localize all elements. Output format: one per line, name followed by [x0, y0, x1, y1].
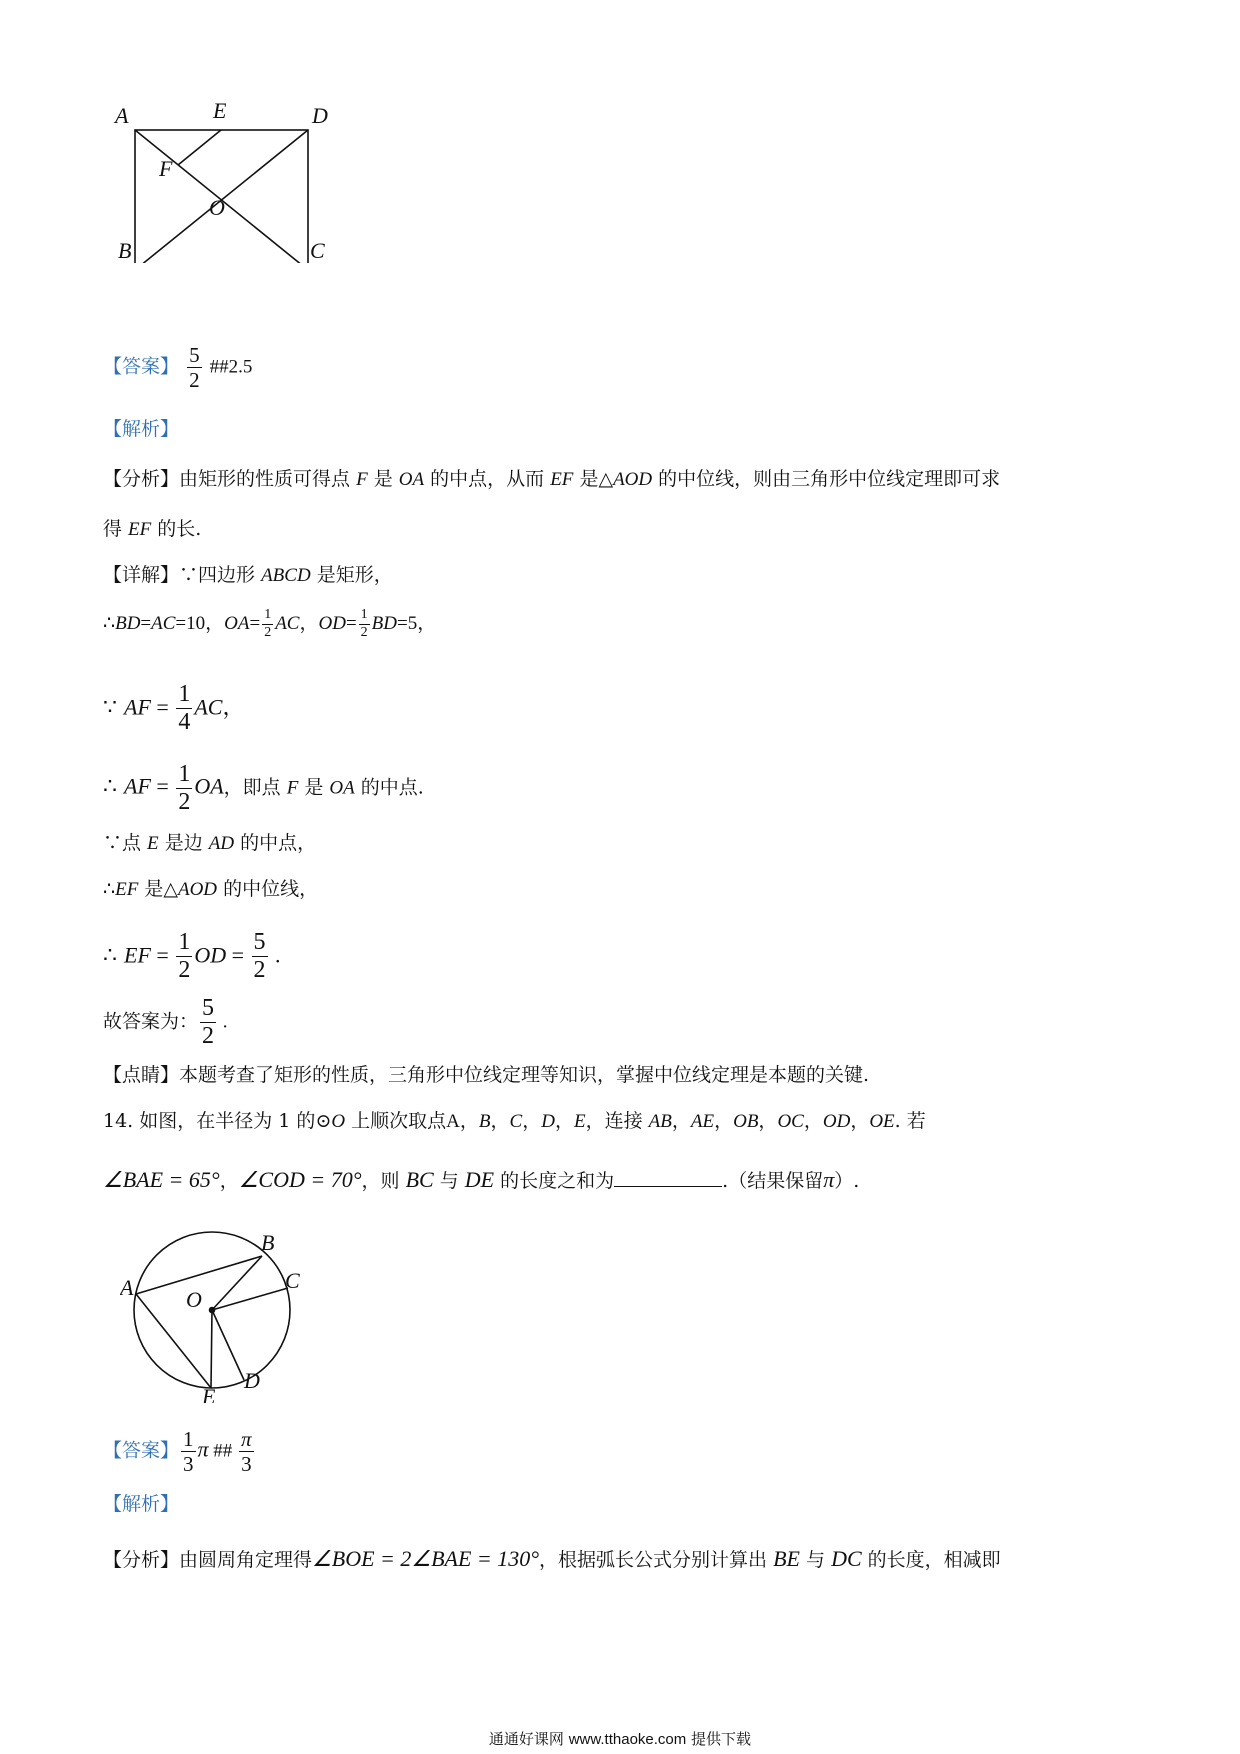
detail-line-3: ∵ AF = $\frac{1}{4}$ AC， — [103, 681, 245, 736]
analysis-tag: 【分析】 — [103, 468, 180, 490]
q14-line-1: 14. 如图，在半径为 1 的⊙O 上顺次取点A，B，C，D，E，连接 AB，AE，OB，OC，OD，OE. 若 — [103, 1110, 926, 1132]
q14-analysis-line: 【分析】由圆周角定理得∠BOE = 2∠BAE = 130°，根据弧长公式分别计算出 BE 与 DC 的长度，相减即 — [103, 1546, 1001, 1571]
fraction-half: $\frac{1}{2}$ — [178, 761, 191, 816]
analysis-line-2: 得 EF 的长. — [103, 518, 202, 540]
center-dot — [210, 1308, 215, 1313]
label-a: A — [120, 1275, 134, 1300]
detail-line-7: ∴ EF = $\frac{1}{2}$ OD = $\frac{5}{2}$ . — [103, 929, 281, 984]
answer-tag: 【答案】 — [103, 1439, 180, 1462]
label-b: B — [261, 1230, 275, 1255]
answer-fraction-third: $\frac{1}{3}$ — [183, 1427, 194, 1477]
answer-blank — [614, 1168, 722, 1187]
label-d: D — [312, 103, 328, 128]
segment-ef — [178, 130, 221, 165]
fraction-half: $\frac{1}{2}$ — [360, 607, 368, 640]
q14-jiexi-tag: 【解析】 — [103, 1493, 180, 1515]
fraction-five-halves: $\frac{5}{2}$ — [202, 995, 215, 1050]
fraction-half: $\frac{1}{2}$ — [178, 929, 191, 984]
page-footer — [0, 1728, 1240, 1749]
label-e: E — [202, 1384, 216, 1403]
label-c: C — [310, 238, 325, 263]
label-o: O — [209, 195, 225, 220]
rectangle-figure — [100, 88, 340, 263]
label-o: O — [186, 1287, 202, 1312]
q14-line-2: ∠BAE = 65°，∠COD = 70°，则 BC 与 DE 的长度之和为 .（结果保留π）. — [103, 1167, 860, 1192]
detail-line-8: 故答案为： $\frac{5}{2}$ . — [103, 995, 228, 1050]
footer-action: 提供下载 — [691, 1730, 752, 1748]
detail-line-2: ∴BD=AC=10，OA= $\frac{1}{2}$ AC，OD= $\frac{1}{2}$ BD=5， — [103, 607, 437, 640]
radius-od — [212, 1310, 244, 1380]
label-a: A — [115, 103, 129, 128]
comment-tag: 【点睛】 — [103, 1064, 180, 1086]
fraction-five-halves: $\frac{5}{2}$ — [253, 929, 266, 984]
comment-line — [103, 1066, 869, 1085]
answer-fraction: $\frac{5}{2}$ — [189, 343, 200, 393]
q14-answer-line: 【答案】 $\frac{1}{3}$ π ## $\frac{\pi}{3}$ — [103, 1427, 252, 1477]
detail-line-6: ∴EF 是△AOD 的中位线， — [103, 878, 319, 900]
label-b: B — [118, 238, 132, 263]
comment-text: 本题考查了矩形的性质，三角形中位线定理等知识，掌握中位线定理是本题的关键. — [179, 1064, 870, 1086]
label-c: C — [285, 1268, 300, 1293]
detail-line-4: ∴ AF = $\frac{1}{2}$ OA，即点 F 是 OA 的中点. — [103, 761, 424, 816]
footer-site: 通通好课网 — [488, 1730, 564, 1748]
answer-fraction-pi-third: $\frac{\pi}{3}$ — [241, 1427, 252, 1477]
detail-line-1: 【详解】∵四边形 ABCD 是矩形， — [103, 564, 393, 586]
label-e: E — [213, 98, 227, 123]
label-f: F — [159, 156, 173, 181]
fraction-quarter: $\frac{1}{4}$ — [178, 681, 191, 736]
detail-line-5: ∵点 E 是边 AD 的中点， — [103, 832, 317, 854]
jiexi-tag: 【解析】 — [103, 418, 180, 440]
circle-figure — [120, 1228, 320, 1403]
answer-line — [103, 344, 252, 391]
analysis-line-1: 【分析】由矩形的性质可得点 F 是 OA 的中点，从而 EF 是△AOD 的中位线，则由三角形中位线定理即可求 — [103, 468, 1001, 490]
detail-tag: 【详解】 — [103, 564, 180, 586]
footer-url[interactable]: www.tthaoke.com — [568, 1731, 687, 1748]
answer-tag: 【答案】 — [103, 355, 180, 378]
label-d: D — [244, 1368, 260, 1393]
answer-alt: ##2.5 — [209, 356, 253, 378]
radius-oe — [211, 1310, 212, 1388]
radius-oc — [212, 1288, 288, 1310]
analysis-tag: 【分析】 — [103, 1549, 180, 1571]
fraction-half: $\frac{1}{2}$ — [264, 607, 272, 640]
